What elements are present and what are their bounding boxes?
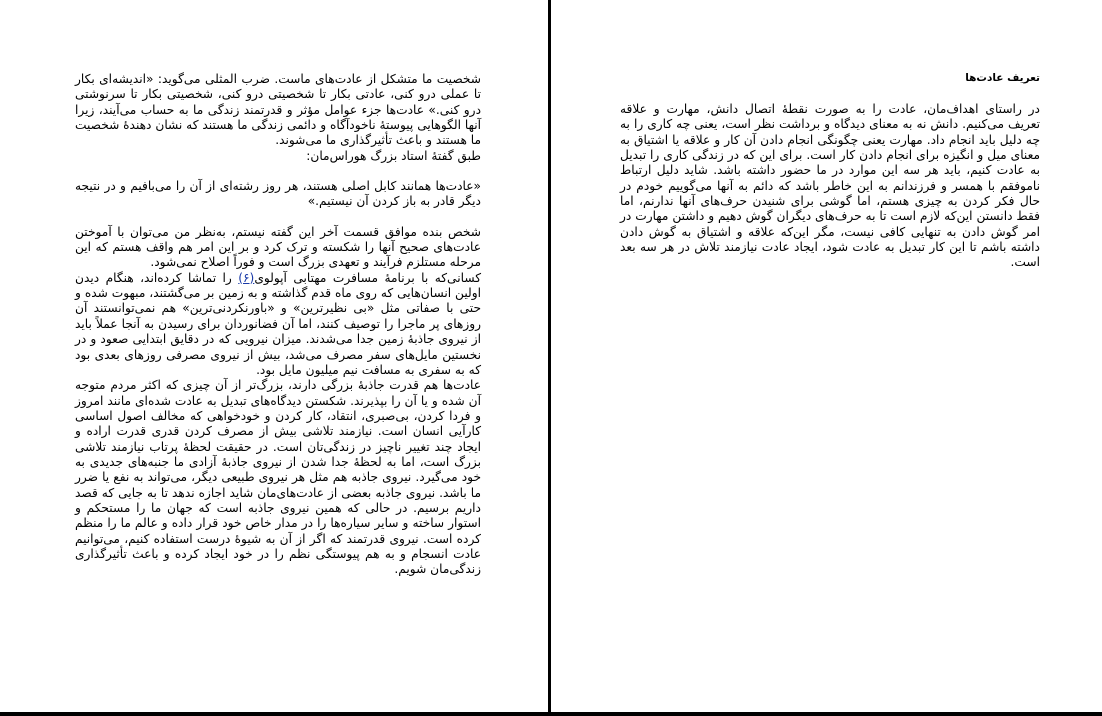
intro-last: طبق گفتهٔ استاد بزرگ هوراس‌مان: xyxy=(306,148,481,163)
right-page-text xyxy=(620,102,1040,271)
paragraph-apollo xyxy=(75,271,481,378)
intro-body: بکار تا عملی درو کنی، عادتی بکار تا شخصیتی درو کنی، شخصیتی بکار تا سرنوشتی درو کنی.» عادت‌ها جزء عوامل مؤثر و قدرتمند زندگی ما به حساب می‌آیند، زیرا آنها الگوهایی پیوستهٔ ناخودآگاه و دائمی زندگی ما هستند که نشان دهندهٔ شخصیت ما هستند و باعث تأثیرگذاری ما می‌شوند. xyxy=(75,72,481,148)
left-page xyxy=(0,0,548,712)
left-page-text xyxy=(75,72,481,578)
section-title: تعریف عادت‌ها xyxy=(965,72,1040,84)
paragraph-intro xyxy=(75,72,481,164)
intro-line-1: شخصیت ما متشکل از عادت‌های ماست. ضرب المثلی می‌گوید: «اندیشه‌ای xyxy=(99,72,482,86)
quote-paragraph: «عادت‌ها همانند کابل اصلی هستند، هر روز رشته‌ای از آن را می‌بافیم و در نتیجه دیگر قادر به باز کردن آن نیستیم.» xyxy=(75,179,481,209)
apollo-text-after: را تماشا کرده‌اند، هنگام دیدن اولین انسان‌هایی که روی ماه قدم گذاشته و به زمین بر می‌گشتند، مبهوت شده و حتی با صفاتی مثل «بی نظیرترین» و «باورنکردنی‌ترین» هم نمی‌توانستند آن روزهای پر ماجرا را توصیف کنند، اما آن فضانوردان برای رسیدن به آنجا عملاً باید از نیروی جاذبهٔ زمین جدا می‌شدند. میزان نیرویی که در دقایق ابتدایی صعود و در نخستین مایل‌های سفر مصرف می‌شد، بیش از نیروی مصرفی روزهای بعدی بود که به سفری به مسافت نیم میلیون مایل بود. xyxy=(75,270,481,377)
apollo-text-before: کسانی‌که با برنامهٔ مسافرت مهتابی آپولوی xyxy=(254,270,481,285)
paragraph-gravity: عادت‌ها هم قدرت جاذبهٔ بزرگی دارند، بزرگ‌تر از آن چیزی که اکثر مردم متوجه آن شده و یا آن را بپذیرند. شکستن دیدگاه‌های تبدیل به عادت شده‌ای مانند امروز و فردا کردن، بی‌صبری، انتقاد، کار کردن و خودخواهی که مخالف اصول اساسی کارآیی انسان است. نیازمند تلاشی بیش از مصرف کردن قدری قدرت اراده و ایجاد چند تغییر ناچیز در زندگی‌تان است. در حقیقت لحظهٔ پرتاب نیازمند تلاشی بزرگ است، اما به لحظهٔ جدا شدن از نیروی جاذبهٔ آزادی ما جنبه‌های جدیدی به خود می‌گیرد. نیروی جاذبه هم مثل هر نیروی طبیعی دیگر، می‌تواند به نفع یا ضرر ما باشد. نیروی جاذبه بعضی از عادت‌های‌مان شاید اجازه ندهد تا به جایی که قصد داریم برسیم. در حالی که همین نیروی جاذبه است که جهان ما را مستحکم و استوار ساخته و سایر سیاره‌ها را در مدار خاص خود قرار داده و عالم ما را منظم کرده است. نیروی قدرتمند که اگر از آن به شیوهٔ درست استفاده کنیم، می‌توانیم عادت انسجام و به هم پیوستگی نظم را در خود ایجاد کرده و باعث تأثیرگذاری زندگی‌مان شویم. xyxy=(75,378,481,577)
footnote-link[interactable]: (۶) xyxy=(238,270,255,285)
bottom-border xyxy=(0,712,1102,716)
paragraph-opinion: شخص بنده موافق قسمت آخر این گفته نیستم، به‌نظر من می‌توان با آموختن عادت‌های صحیح آنها را شکسته و ترک کرد و بر این امر هم واقف هستم که این مرحله مستلزم فرآیند و تعهدی بزرگ است و فوراً اصلاح نمی‌شود. xyxy=(75,224,481,270)
paragraph-definition: در راستای اهداف‌مان، عادت را به صورت نقطهٔ اتصال دانش، مهارت و علاقه تعریف می‌کنیم. دانش نه به معنای دیدگاه و برداشت نظر است، یعنی چه کاری را به چه دلیل باید انجام داد. مهارت یعنی چگونگی انجام دادن آن کار و علاقه یا اشتیاق به معنای میل و انگیزه برای انجام دادن کار است. برای این که در زندگی کاری را تبدیل به عادت کنیم، باید هر سه این موارد در ما حضور داشته باشد. شاید دلیل ارتباط ناموفقم با همسر و فرزندانم به این خاطر باشد که دائم به آنها می‌گوییم خودم در حال فکر کردن به چیزی هستم، اما گوشی برای شنیدن حرف‌های آنها ندارنم، اما فقط دانستن این‌که لازم است تا به حرف‌های دیگران گوش دهیم و داشتن مهارت در امر گوش دادن به تنهایی کافی نیست، مگر این‌که علاقه و اشتیاق به گوش دادن داشته باشم تا این کار تبدیل به عادت شود، ایجاد عادت نیازمند تلاش در هر سه بعد است. xyxy=(620,102,1040,270)
